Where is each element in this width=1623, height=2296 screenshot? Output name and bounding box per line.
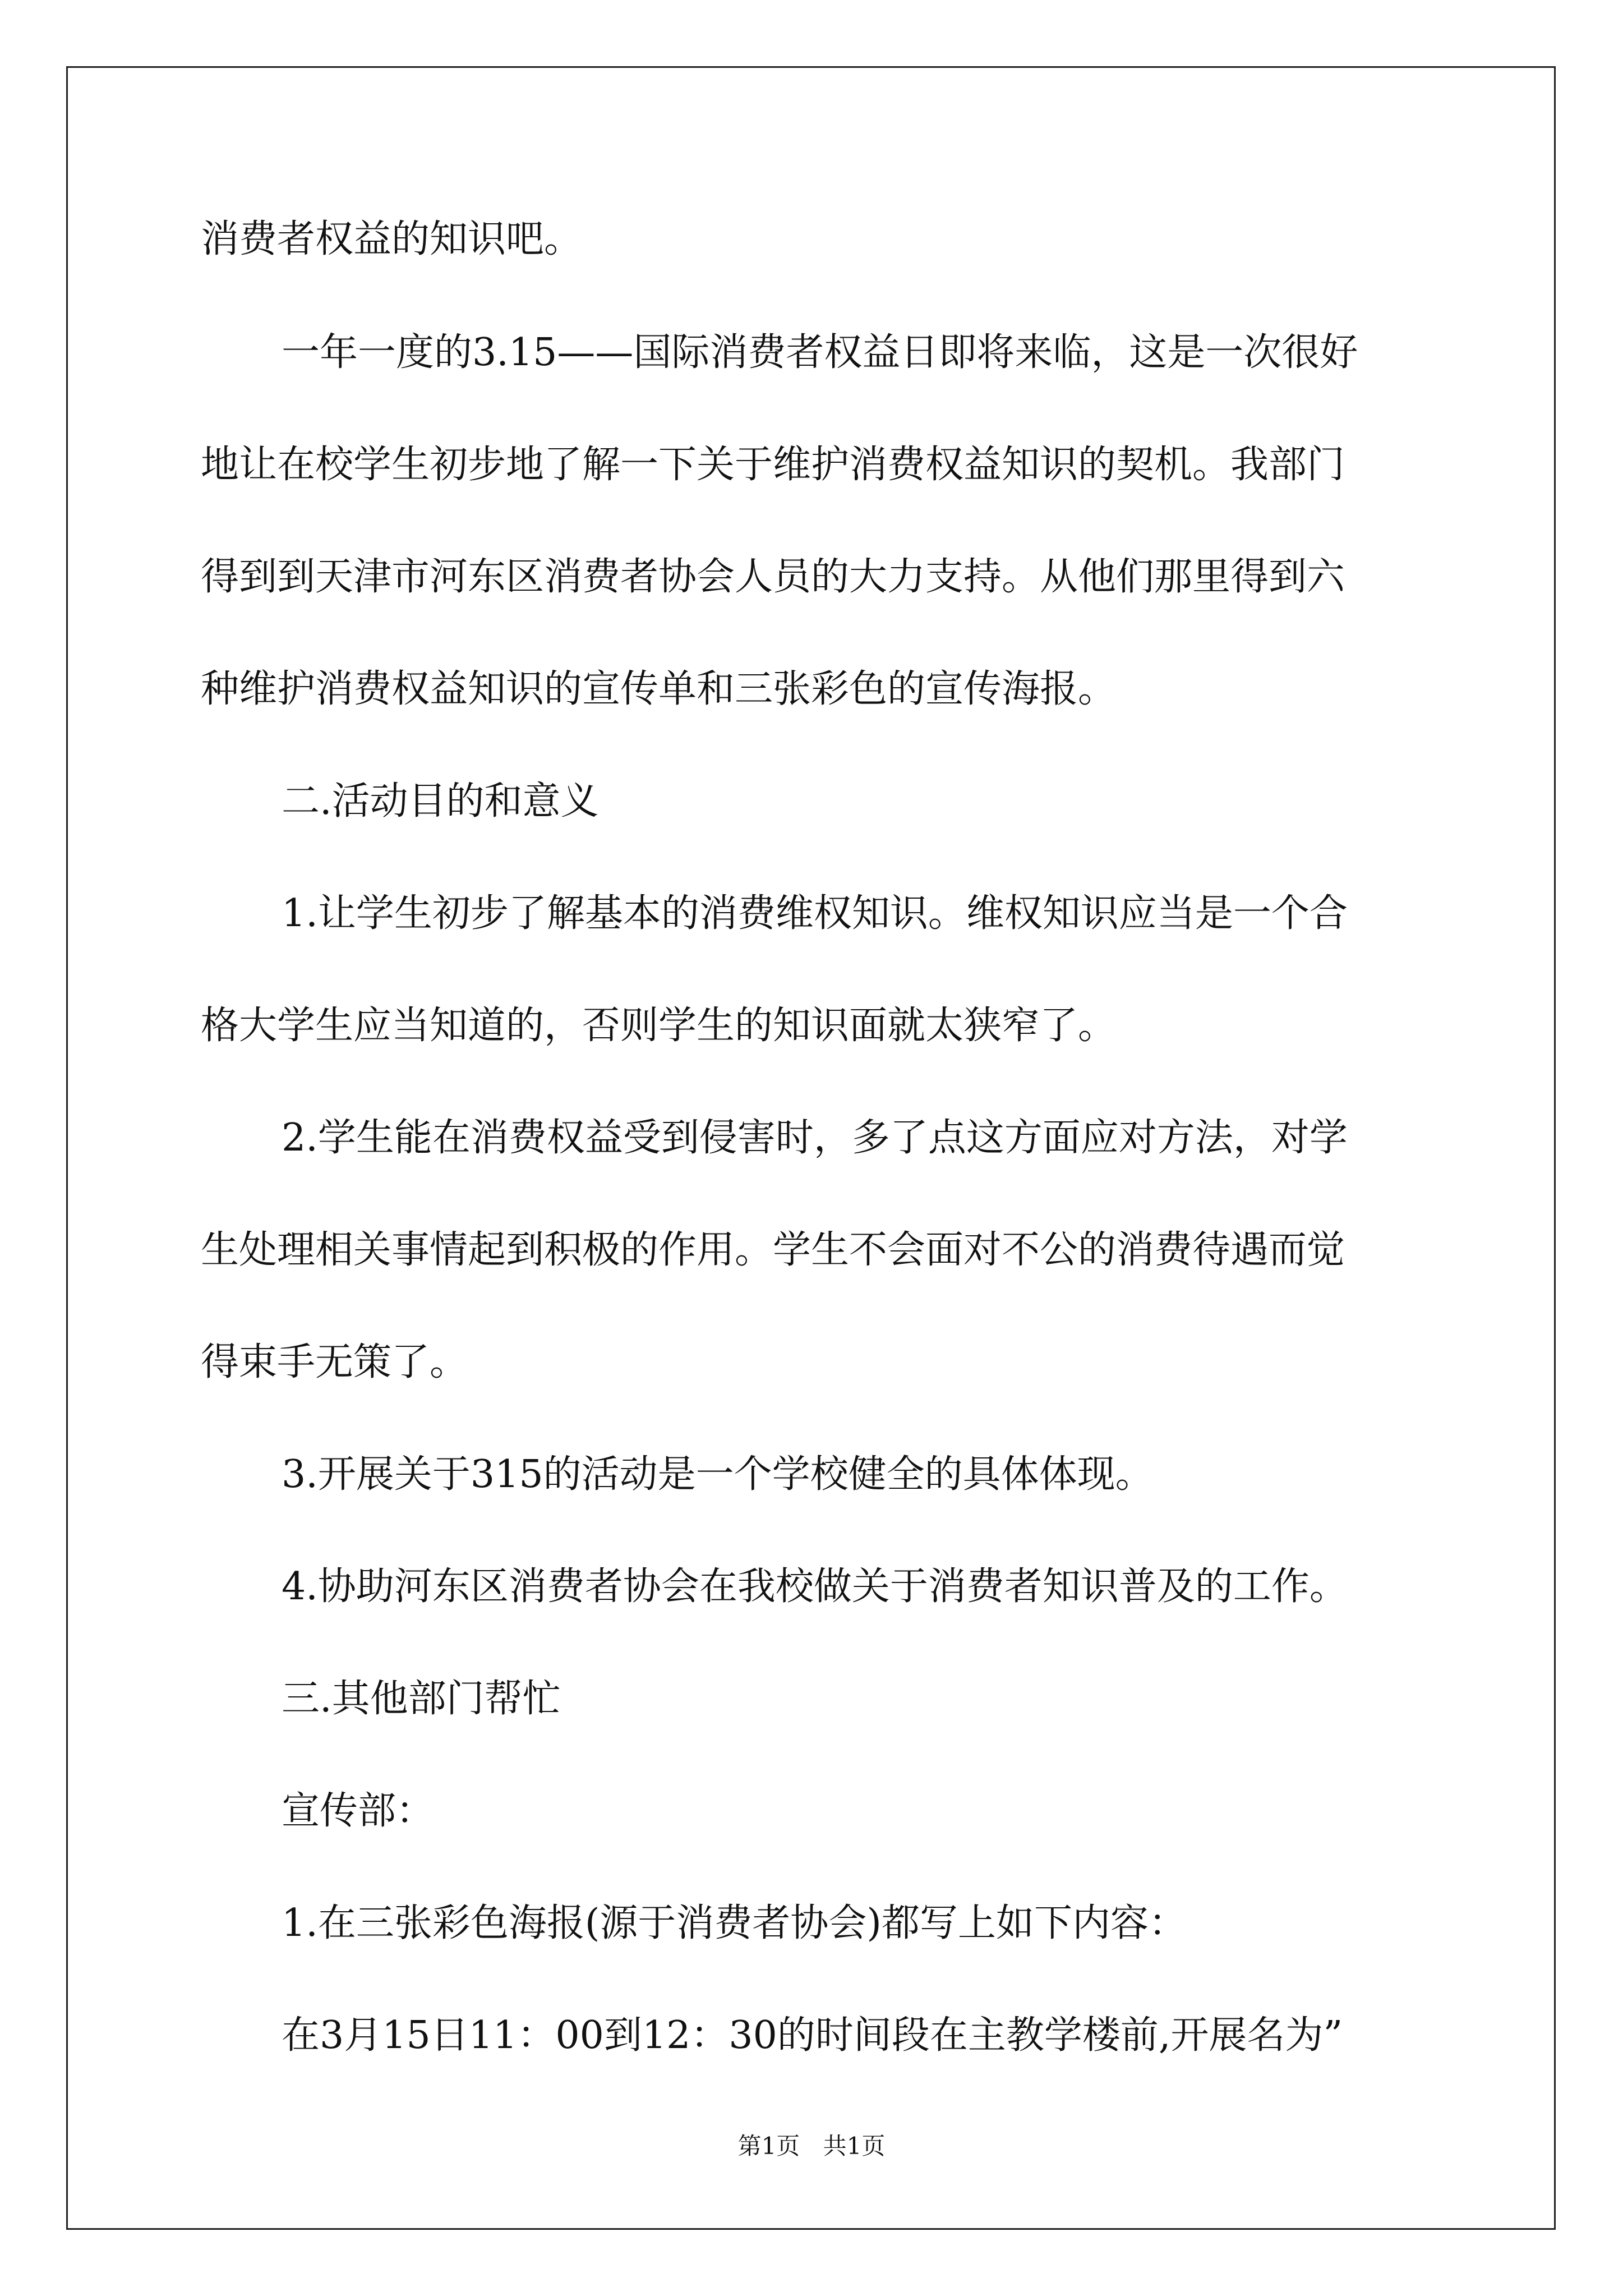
page-total: 共1页 xyxy=(823,2132,886,2160)
paragraph-line: 1.在三张彩色海报(源于消费者协会)都写上如下内容： xyxy=(282,1901,1187,1945)
page-footer xyxy=(0,2128,1623,2161)
page-number: 第1页 xyxy=(737,2132,800,2160)
paragraph-line: 4.协助河东区消费者协会在我校做关于消费者知识普及的工作。 xyxy=(282,1565,1348,1609)
paragraph-line: 格大学生应当知道的，否则学生的知识面就太狭窄了。 xyxy=(201,1004,1117,1048)
paragraph-line: 得束手无策了。 xyxy=(201,1340,468,1384)
paragraph-line: 得到到天津市河东区消费者协会人员的大力支持。从他们那里得到六 xyxy=(201,555,1345,599)
section-heading: 三.其他部门帮忙 xyxy=(282,1677,561,1721)
paragraph-line: 一年一度的3.15——国际消费者权益日即将来临，这是一次很好 xyxy=(282,330,1358,375)
paragraph-line: 种维护消费权益知识的宣传单和三张彩色的宣传海报。 xyxy=(201,667,1117,711)
paragraph-line: 1.让学生初步了解基本的消费维权知识。维权知识应当是一个合 xyxy=(282,891,1348,936)
paragraph-line: 2.学生能在消费权益受到侵害时，多了点这方面应对方法，对学 xyxy=(282,1116,1348,1160)
paragraph-line: 消费者权益的知识吧。 xyxy=(201,217,583,261)
paragraph-line: 地让在校学生初步地了解一下关于维护消费权益知识的契机。我部门 xyxy=(201,443,1345,487)
paragraph-line: 3.开展关于315的活动是一个学校健全的具体体现。 xyxy=(282,1452,1154,1497)
section-heading: 二.活动目的和意义 xyxy=(282,779,599,823)
paragraph-line: 生处理相关事情起到积极的作用。学生不会面对不公的消费待遇而觉 xyxy=(201,1228,1345,1272)
paragraph-line: 在3月15日11：00到12：30的时间段在主教学楼前,开展名为” xyxy=(282,2013,1343,2058)
paragraph-line: 宣传部： xyxy=(282,1789,435,1833)
